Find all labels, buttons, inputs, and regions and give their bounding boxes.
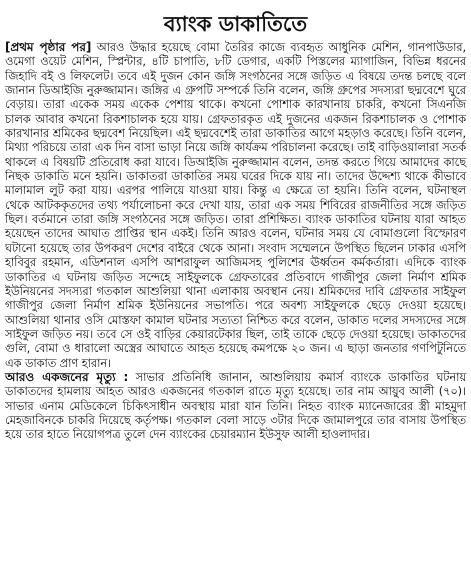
article-paragraph <box>5 370 466 442</box>
paragraph-text: সাভার প্রতিনিধি জানান, আশুলিয়ায় কমার্স ব্যাংকে ডাকাতির ঘটনায় ডাকাতদের হামলায় আহত আরও একজনের গতকাল রাতে মৃত্যু হয়েছে। তার নাম আয়ুব আলী (৭০)। সাভার এনাম মেডিকেলে চিকিৎসাধীন অবস্থায় মারা যান তিনি। নিহত ব্যাংক ম্যানেজারের স্ত্রী মাহমুদা মেহজাবিনকে চাকরি দিয়েছে কর্তৃপক্ষ। গতকাল বেলা সাড়ে ৩টার দিকে জামালপুরে তার বাসায় উপস্থিত হয়ে তার হাতে নিয়োগপত্র তুলে দেন ব্যাংকের চেয়ারম্যান ইউসুফ আলী হাওলাদার। <box>5 369 466 442</box>
continuation-label: [প্রথম পৃষ্ঠার পর] <box>5 40 92 54</box>
article-headline: ব্যাংক ডাকাতিতে <box>163 11 308 36</box>
paragraph-text: আরও উদ্ধার হয়েছে বোমা তৈরির কাজে ব্যবহৃত আধুনিক মেশিন, গানপাউডার, ওমেগা ওয়েট মেশিন, স্প্লিন্টার, ৪টি চাপাতি, ৮টি ডেগার, একটি পিস্তলের ম্যাগাজিন, বিভিন্ন ধরনের জিহাদি বই ও লিফলেট। তবে এই দুজন কোন জঙ্গি সংগঠনের সঙ্গে জড়িত এ বিষয়ে তদন্ত চলছে বলে জানান ডিআইজি নুরুজ্জামান। জঙ্গির এ গ্রুপটি সম্পর্কে তিনি বলেন, জঙ্গি গ্রুপের সদস্যরা ছদ্মবেশে ঘুরে বেড়ায়। তারা একেক সময় একেক পেশায় থাকে। কখনো পোশাক কারখানায় চাকরি, কখনো সিএনজি চালক আবার কখনো রিকশাচালক হয়ে যায়। গ্রেফতারকৃত এই দুজনের একজন রিকশাচালক ও পোশাক কারখানার শ্রমিকের ছদ্মবেশ নিয়েছিল। এই ছদ্মবেশেই তারা ডাকাতির আগে মহড়াও করেছে। তিনি বলেন, মিথ্যা পরিচয়ে তারা এক দিন বাসা ভাড়া নিয়ে জঙ্গি কার্যক্রম পরিচালনা করেছে। তাই বাড়িওয়ালারা সতর্ক থাকলে এ বিষয়টি প্রতিরোধ করা যাবে। ডিআইজি নুরুজ্জামান বলেন, তদন্ত করতে গিয়ে আমাদের কাছে নিছক ডাকাতি মনে হয়নি। ডাকাতরা ডাকাতির সময় ঘরের দিকে যায় না। তাদের উদ্দেশ্য থাকে কীভাবে মালামাল লুট করা যায়। এরপর পালিয়ে যাওয়া যায়। কিন্তু এ ক্ষেত্রে তা হয়নি। তিনি বলেন, ঘটনাস্থল থেকে আটককৃতদের তথ্য পর্যালোচনা করে দেখা যায়, তারা এক সময় শিবিরের রাজনীতির সঙ্গে জড়িত ছিল। বর্তমানে তারা জঙ্গি সংগঠনের সঙ্গে জড়িত। তারা প্রশিক্ষিত। ব্যাংক ডাকাতির ঘটনায় যারা আহত হয়েছেন তাদের আঘাত প্রাপ্তির স্থান একই। তিনি আরও বলেন, ঘটনার সময় যে বোমাগুলো বিস্ফোরণ ঘটানো হয়েছে তার উপকরণ দেশের বাইরে থেকে আনা। সংবাদ সম্মেলনে উপস্থিত ছিলেন ঢাকার এসপি হাবিবুর রহমান, এডিশনাল এসপি আশরাফুল আজিমসহ পুলিশের ঊর্ধ্বতন কর্মকর্তারা। এদিকে ব্যাংক ডাকাতির এ ঘটনায় জড়িত সন্দেহে সাইফুলকে গ্রেফতারের প্রতিবাদে গাজীপুর জেলা নির্মাণ শ্রমিক ইউনিয়নের সদস্যরা গতকাল আশুলিয়া থানা এলাকায় অবস্থান নেয়। শ্রমিকদের দাবি গ্রেফতার সাইফুল গাজীপুর জেলা নির্মাণ শ্রমিক ইউনিয়নের সভাপতি। পরে অবশ্য সাইফুলকে ছেড়ে দেওয়া হয়েছে। আশুলিয়া থানার ওসি মোস্তফা কামাল ঘটনার সত্যতা নিশ্চিত করে বলেন, ডাকাত দলের সদস্যদের সঙ্গে সাইফুল জড়িত নয়। তবে সে ওই বাড়ির কেয়ারটেকার ছিল, তাই তাকে ছেড়ে দেওয়া হয়েছে। ডাকাতদের গুলি, বোমা ও ধারালো অস্ত্রের আঘাতে আহত হয়েছে কমপক্ষে ২০ জন। এ ছাড়া জনতার গণপিটুনিতে এক ডাকাত প্রাণ হারান। <box>5 40 466 370</box>
article-body <box>5 40 466 442</box>
subheading-another-death: আরও একজনের মৃত্যু : <box>5 369 129 384</box>
cut-off-previous-line <box>5 2 466 10</box>
article-paragraph <box>5 40 466 370</box>
